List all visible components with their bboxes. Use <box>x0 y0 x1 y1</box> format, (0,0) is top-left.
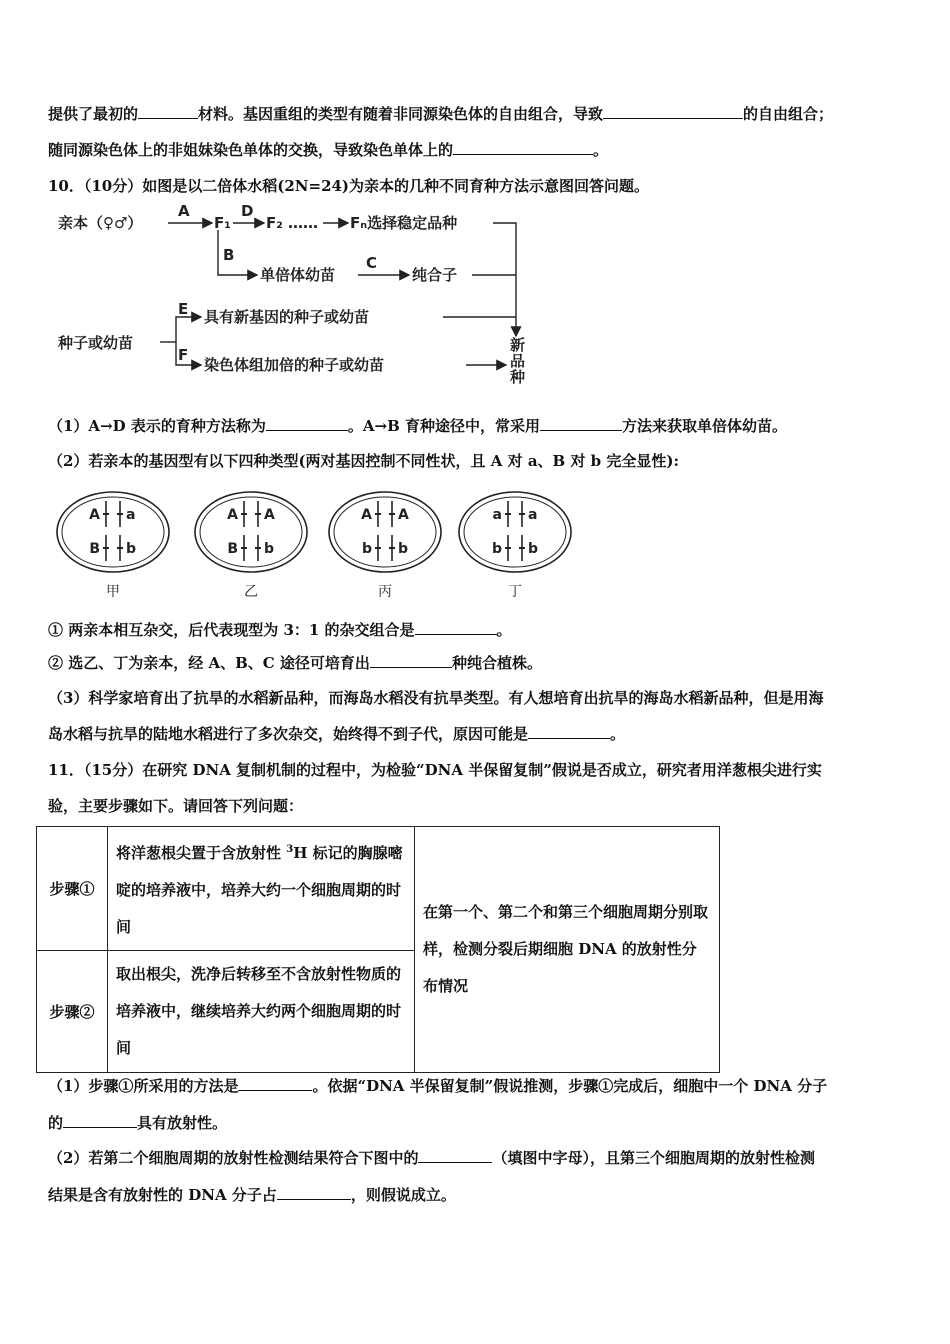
cell-outline <box>195 492 307 572</box>
answer-blank[interactable] <box>453 140 593 155</box>
text-segment: 。 <box>593 141 609 159</box>
allele-label: b <box>528 541 539 557</box>
new-variety-char: 品 <box>510 352 526 370</box>
answer-blank[interactable] <box>370 653 452 668</box>
label-c: C <box>366 254 378 272</box>
cell-membrane <box>334 497 436 567</box>
text-line <box>48 724 625 744</box>
text-line <box>48 1185 456 1205</box>
cell-outline <box>57 492 169 572</box>
allele-label: A <box>264 507 275 523</box>
cell-label: 丙 <box>378 584 392 600</box>
text-line <box>48 1148 815 1168</box>
text-segment: （1）A→D 表示的育种方法称为 <box>48 417 266 435</box>
label-e: E <box>178 300 189 318</box>
allele-label: A <box>227 507 238 523</box>
allele-label: b <box>491 541 502 557</box>
answer-blank[interactable] <box>238 1076 312 1091</box>
step1-text <box>108 827 415 951</box>
allele-label: b <box>264 541 275 557</box>
steps-table <box>36 826 720 1073</box>
answer-blank[interactable] <box>528 724 610 739</box>
superscript: 3 <box>286 844 294 855</box>
f1-label: F₁ <box>214 214 231 232</box>
allele-label: b <box>126 541 137 557</box>
text-segment: H 标记的胸腺嘧啶的培养液中，培养大约一个细胞周期的时间 <box>116 844 403 936</box>
label-f: F <box>178 346 189 364</box>
label-d: D <box>241 202 254 220</box>
question-title: 10．（10分）如图是以二倍体水稻(2N=24)为亲本的几种不同育种方法示意图回答问题。 <box>48 177 650 195</box>
text-segment: （1）步骤①所采用的方法是 <box>48 1077 239 1095</box>
text-segment: 将洋葱根尖置于含放射性 <box>116 844 287 862</box>
cell-outline <box>329 492 441 572</box>
text-line <box>48 1113 227 1133</box>
answer-blank[interactable] <box>603 104 743 119</box>
allele-label: B <box>227 541 238 557</box>
text-segment: 的 <box>48 1114 64 1132</box>
new-variety-char: 新 <box>510 336 526 354</box>
step2-text: 取出根尖，洗净后转移至不含放射性物质的培养液中，继续培养大约两个细胞周期的时间 <box>108 951 415 1073</box>
genotype-cells <box>55 488 585 603</box>
text-line: （2）若亲本的基因型有以下四种类型(两对基因控制不同性状，且 A 对 a、B 对 b 完全显性): <box>48 452 680 470</box>
pure-label: 纯合子 <box>412 266 458 284</box>
haploid-label: 单倍体幼苗 <box>260 266 336 284</box>
text-line <box>48 620 512 640</box>
text-segment: 方法来获取单倍体幼苗。 <box>621 417 787 435</box>
text-line <box>48 1076 827 1096</box>
text-segment: 材料。基因重组的类型有随着非同源染色体的自由组合，导致 <box>198 105 604 123</box>
text-segment: 。 <box>496 621 512 639</box>
cell-label: 乙 <box>244 584 258 600</box>
text-segment: 的自由组合； <box>743 105 834 123</box>
answer-blank[interactable] <box>540 416 622 431</box>
text-segment: 结果是含有放射性的 DNA 分子占 <box>48 1186 277 1204</box>
allele-label: A <box>361 507 372 523</box>
answer-blank[interactable] <box>277 1185 351 1200</box>
allele-label: B <box>89 541 100 557</box>
arrow-fn-new <box>493 223 516 336</box>
genotype-cell <box>57 492 169 600</box>
text-segment: 。 <box>610 725 626 743</box>
fn-label: Fₙ选择稳定品种 <box>350 214 458 232</box>
new-gene-label: 具有新基因的种子或幼苗 <box>204 308 370 326</box>
answer-blank[interactable] <box>63 1113 137 1128</box>
genotype-cell <box>195 492 307 600</box>
arrow-e <box>176 317 201 342</box>
text-line <box>48 104 833 124</box>
seed-label: 种子或幼苗 <box>58 334 134 352</box>
text-segment: 具有放射性。 <box>137 1114 228 1132</box>
text-line <box>48 416 787 436</box>
answer-blank[interactable] <box>138 104 198 119</box>
text-line <box>48 653 542 673</box>
allele-label: b <box>361 541 372 557</box>
text-segment: 种纯合植株。 <box>451 654 542 672</box>
allele-label: a <box>126 507 136 523</box>
label-a: A <box>178 202 190 220</box>
text-segment: ，则假说成立。 <box>350 1186 456 1204</box>
text-segment: 随同源染色体上的非姐妹染色单体的交换，导致染色单体上的 <box>48 141 454 159</box>
f2-label: F₂ <box>266 214 283 232</box>
allele-label: A <box>89 507 100 523</box>
cell-label: 丁 <box>508 584 522 600</box>
dots-label: …… <box>288 214 318 232</box>
allele-label: a <box>492 507 502 523</box>
label-b: B <box>223 246 235 264</box>
new-variety-char: 种 <box>510 368 526 386</box>
step1-label: 步骤① <box>37 827 108 951</box>
result-cell: 在第一个、第二个和第三个细胞周期分别取样，检测分裂后期细胞 DNA 的放射性分布情况 <box>415 827 720 1073</box>
answer-blank[interactable] <box>415 620 497 635</box>
cell-membrane <box>200 497 302 567</box>
allele-label: a <box>528 507 538 523</box>
answer-blank[interactable] <box>418 1148 492 1163</box>
cell-membrane <box>62 497 164 567</box>
allele-label: b <box>398 541 409 557</box>
text-segment: 岛水稻与抗旱的陆地水稻进行了多次杂交，始终得不到子代，原因可能是 <box>48 725 529 743</box>
cell-membrane <box>464 497 566 567</box>
text-line: （3）科学家培育出了抗旱的水稻新品种，而海岛水稻没有抗旱类型。有人想培育出抗旱的海岛水稻新品种，但是用海 <box>48 689 824 707</box>
text-segment: 。A→B 育种途径中，常采用 <box>347 417 540 435</box>
cell-outline <box>459 492 571 572</box>
step2-label: 步骤② <box>37 951 108 1073</box>
text-segment: （填图中字母），且第三个细胞周期的放射性检测 <box>492 1149 815 1167</box>
question-title: 11．（15分）在研究 DNA 复制机制的过程中，为检验“DNA 半保留复制”假说是否成立，研究者用洋葱根尖进行实 <box>48 761 822 779</box>
doubled-label: 染色体组加倍的种子或幼苗 <box>204 356 385 374</box>
text-line: 验，主要步骤如下。请回答下列问题： <box>48 797 304 815</box>
allele-label: A <box>398 507 409 523</box>
parent-label: 亲本（♀♂） <box>58 214 143 232</box>
text-segment: 提供了最初的 <box>48 105 139 123</box>
text-segment: 。依据“DNA 半保留复制”假说推测，步骤①完成后，细胞中一个 DNA 分子 <box>312 1077 828 1095</box>
text-segment: ① 两亲本相互杂交，后代表现型为 3：1 的杂交组合是 <box>48 621 415 639</box>
cell-label: 甲 <box>106 584 120 600</box>
answer-blank[interactable] <box>266 416 348 431</box>
text-segment: （2）若第二个细胞周期的放射性检测结果符合下图中的 <box>48 1149 419 1167</box>
text-line <box>48 140 608 160</box>
text-segment: ② 选乙、丁为亲本，经 A、B、C 途径可培育出 <box>48 654 370 672</box>
genotype-cell <box>459 492 571 600</box>
genotype-cell <box>329 492 441 600</box>
breeding-diagram <box>48 202 548 392</box>
